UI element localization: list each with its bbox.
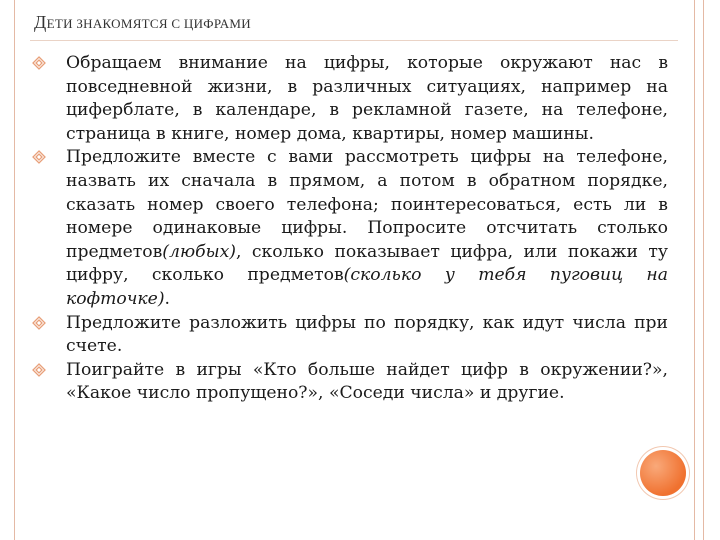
title-initial: Д: [34, 12, 47, 32]
decorative-circle: [640, 450, 686, 496]
bullet-text-end: .: [164, 288, 171, 309]
bullet-marker-icon: [32, 150, 46, 164]
list-item: [28, 146, 668, 311]
bullet-text: Поиграйте в игры «Кто больше найдет цифр в окружении?», «Какое число пропущено?», «Соседи числа» и другие.: [66, 359, 668, 404]
bullet-text-mid: , сколько показывает цифра, или покажи ту цифру, сколько предметов: [66, 241, 668, 286]
bullet-text: Предложите вместе с вами рассмотреть цифры на телефоне, назвать их сначала в прямом, а потом в обратном порядке, сказать номер своего телефона; поинтересоваться, есть ли в номере одинаковые цифры. Попросите отсчитать столько предметов: [66, 147, 668, 262]
list-item: [28, 312, 668, 359]
bullet-text: Обращаем внимание на цифры, которые окружают нас в повседневной жизни, в различных ситуациях, например на циферблате, в календаре, в рекламной газете, на телефоне, страница в книге, номер дома, квартиры, номер машины.: [66, 53, 668, 144]
right-frame-line: [694, 0, 695, 540]
title-rest: ЕТИ ЗНАКОМЯТСЯ С ЦИФРАМИ: [46, 16, 251, 31]
bullet-italic-buttons: (сколько у тебя пуговиц на кофточке): [66, 265, 668, 309]
list-item: [28, 52, 668, 146]
bullet-marker-icon: [32, 56, 46, 70]
page-title: [34, 12, 251, 33]
list-item: [28, 359, 668, 406]
bullet-text: Предложите разложить цифры по порядку, как идут числа при счете.: [66, 312, 668, 357]
bullet-italic-any: (любых): [162, 241, 236, 262]
right-frame-line-inner: [703, 0, 704, 540]
bullet-marker-icon: [32, 316, 46, 330]
title-divider: [30, 40, 678, 41]
left-frame-line: [14, 0, 15, 540]
bullet-list: [28, 52, 668, 406]
bullet-marker-icon: [32, 363, 46, 377]
